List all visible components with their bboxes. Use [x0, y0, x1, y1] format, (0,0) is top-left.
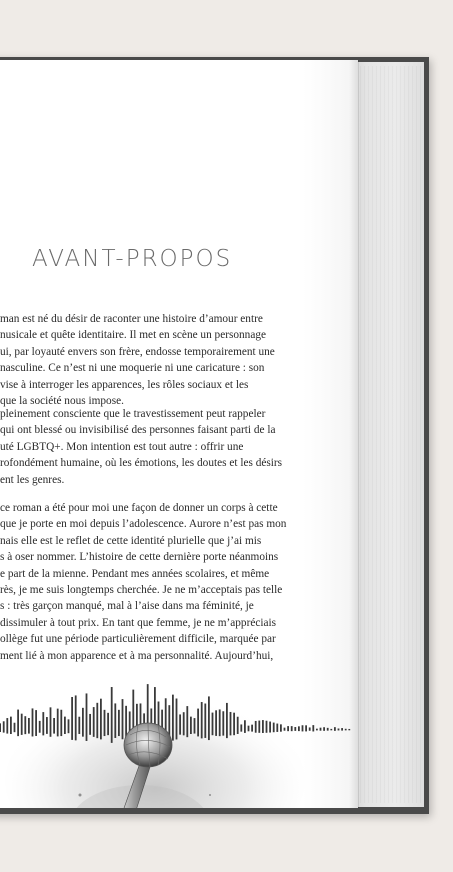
text-line: ent les genres.	[0, 473, 65, 486]
soundwave-bar	[0, 723, 1, 732]
text-line: s : très garçon manqué, mal à l’aise dans ma féminité, je	[0, 600, 254, 613]
soundwave-bar	[204, 704, 206, 738]
soundwave-bar	[176, 699, 178, 740]
chapter-title: AVANT-PROPOS	[32, 246, 233, 272]
soundwave-bar	[230, 712, 232, 735]
text-line: rofondément humaine, où les émotions, les doutes et les désirs	[0, 457, 283, 470]
soundwave-bar	[21, 714, 23, 735]
soundwave-bar	[280, 724, 282, 731]
open-page	[0, 60, 358, 808]
soundwave-bar	[82, 708, 84, 737]
soundwave-bar	[64, 717, 66, 734]
soundwave-bar	[183, 712, 185, 735]
soundwave-bar	[323, 727, 325, 731]
soundwave-bar	[262, 720, 264, 733]
soundwave-bar	[46, 717, 48, 734]
soundwave-bar	[35, 710, 37, 736]
text-line: e part de la mienne. Pendant mes années scolaires, et même	[0, 567, 270, 580]
soundwave-bar	[269, 722, 271, 733]
soundwave-bar	[233, 713, 235, 736]
soundwave-bar	[104, 710, 106, 736]
soundwave-bar	[305, 725, 307, 731]
soundwave-bar	[219, 709, 221, 736]
text-line: ui, par loyauté envers son frère, endosse temporairement une	[0, 345, 275, 358]
page-stack-lines	[356, 66, 422, 803]
soundwave-bar	[302, 725, 304, 731]
page-fold-shadow	[349, 60, 359, 808]
soundwave-bar	[197, 709, 199, 737]
text-line: nusicale et quête identitaire. Il met en scène un personnage	[0, 329, 266, 342]
soundwave-bar	[172, 695, 174, 741]
text-line: nasculine. Ce n’est ni une moquerie ni une caricature : son	[0, 362, 265, 375]
soundwave-bar	[42, 712, 44, 735]
text-line: ce roman a été pour moi une façon de donner un corps à cette	[0, 502, 278, 514]
soundwave-bar	[244, 720, 246, 733]
soundwave-bar	[50, 707, 52, 736]
paragraph-1	[0, 311, 275, 409]
text-line: pleinement consciente que le travestissement peut rappeler	[0, 408, 266, 420]
text-line: que la société nous impose.	[0, 395, 124, 408]
soundwave-bar	[320, 728, 322, 731]
soundwave-bar	[57, 709, 59, 737]
soundwave-bar	[341, 728, 343, 731]
soundwave-bar	[179, 714, 181, 734]
soundwave-bar	[122, 699, 124, 739]
text-line: dissimuler à tout prix. En tant que femme, je ne m’appréciais	[0, 616, 277, 629]
soundwave-bar	[226, 703, 228, 738]
soundwave-bar	[10, 717, 12, 734]
soundwave-bar	[32, 708, 34, 736]
soundwave-bar	[190, 717, 192, 734]
soundwave-bar	[240, 724, 242, 731]
paragraph-3	[0, 500, 286, 664]
soundwave-bar	[330, 729, 332, 730]
soundwave-bar	[75, 695, 77, 740]
soundwave-bar	[6, 718, 8, 734]
soundwave-bar	[53, 718, 55, 734]
soundwave-bar	[273, 723, 275, 733]
soundwave-bar	[251, 725, 253, 732]
text-line: qui ont blessé ou invisibilisé des personnes faisant parti de la	[0, 424, 276, 437]
soundwave-bar	[345, 729, 347, 731]
soundwave-bar	[327, 728, 329, 731]
soundwave-bar	[248, 726, 250, 732]
soundwave-bar	[96, 703, 98, 738]
text-line: rès, je me suis longtemps cherchée. Je ne m’acceptais pas telle	[0, 584, 283, 597]
soundwave-bar	[100, 699, 102, 740]
soundwave-bar	[71, 697, 73, 740]
soundwave-bar	[125, 706, 127, 737]
text-line: man est né du désir de raconter une histoire d’amour entre	[0, 313, 263, 325]
paragraph-2	[0, 406, 282, 488]
soundwave-bar	[212, 713, 214, 736]
soundwave-bar	[60, 710, 62, 736]
soundwave-bar	[86, 693, 88, 741]
soundwave-bar	[3, 721, 5, 732]
soundwave-bar	[118, 710, 120, 736]
soundwave-bar	[24, 716, 26, 734]
soundwave-bar	[201, 702, 203, 738]
soundwave-bar	[334, 727, 336, 731]
soundwave-bar	[168, 705, 170, 737]
soundwave-bar	[215, 710, 217, 736]
soundwave-bar	[208, 696, 210, 740]
microphone-soundwave-illustration	[0, 675, 352, 808]
soundwave-bar	[89, 714, 91, 735]
soundwave-bar	[68, 719, 70, 733]
text-line: que je porte en moi depuis l’adolescence. Aurore n’est pas mon	[0, 518, 287, 531]
soundwave-bar	[107, 713, 109, 735]
soundwave-bar	[309, 727, 311, 730]
soundwave-bar	[258, 721, 260, 733]
soundwave-bar	[298, 726, 300, 731]
soundwave-bar	[276, 724, 278, 732]
soundwave-bar	[291, 726, 293, 731]
soundwave-bar	[316, 729, 318, 731]
text-line: vise à interroger les apparences, les rôles sociaux et les	[0, 378, 249, 391]
text-line: uté LGBTQ+. Mon intention est tout autre : offrir une	[0, 440, 244, 453]
soundwave-bar	[194, 718, 196, 734]
soundwave-bar	[287, 726, 289, 731]
soundwave-bar	[111, 687, 113, 743]
soundwave-bar	[338, 728, 340, 730]
soundwave-bar	[17, 710, 19, 737]
soundwave-bar	[186, 706, 188, 737]
soundwave-bar	[28, 718, 30, 734]
soundwave-bar	[237, 717, 239, 734]
text-line: nais elle est le reflet de cette identité plurielle que j’ai mis	[0, 534, 262, 547]
soundwave-bar	[14, 723, 16, 732]
soundwave-bar	[255, 721, 257, 733]
soundwave-bar	[39, 721, 41, 733]
text-line: ment lié à mon apparence et à ma personnalité. Aujourd’hui,	[0, 649, 274, 662]
soundwave-bar	[78, 717, 80, 734]
text-line: s à oser nommer. L’histoire de cette dernière porte néanmoins	[0, 551, 279, 564]
soundwave-bar	[222, 711, 224, 735]
soundwave-bar	[114, 703, 116, 738]
soundwave-bar	[294, 727, 296, 731]
soundwave-bar	[284, 728, 286, 731]
soundwave-bar	[312, 725, 314, 731]
soundwave-bar	[266, 721, 268, 733]
text-line: ollège fut une période particulièrement difficile, marquée par	[0, 633, 276, 646]
soundwave-bar	[93, 707, 95, 737]
